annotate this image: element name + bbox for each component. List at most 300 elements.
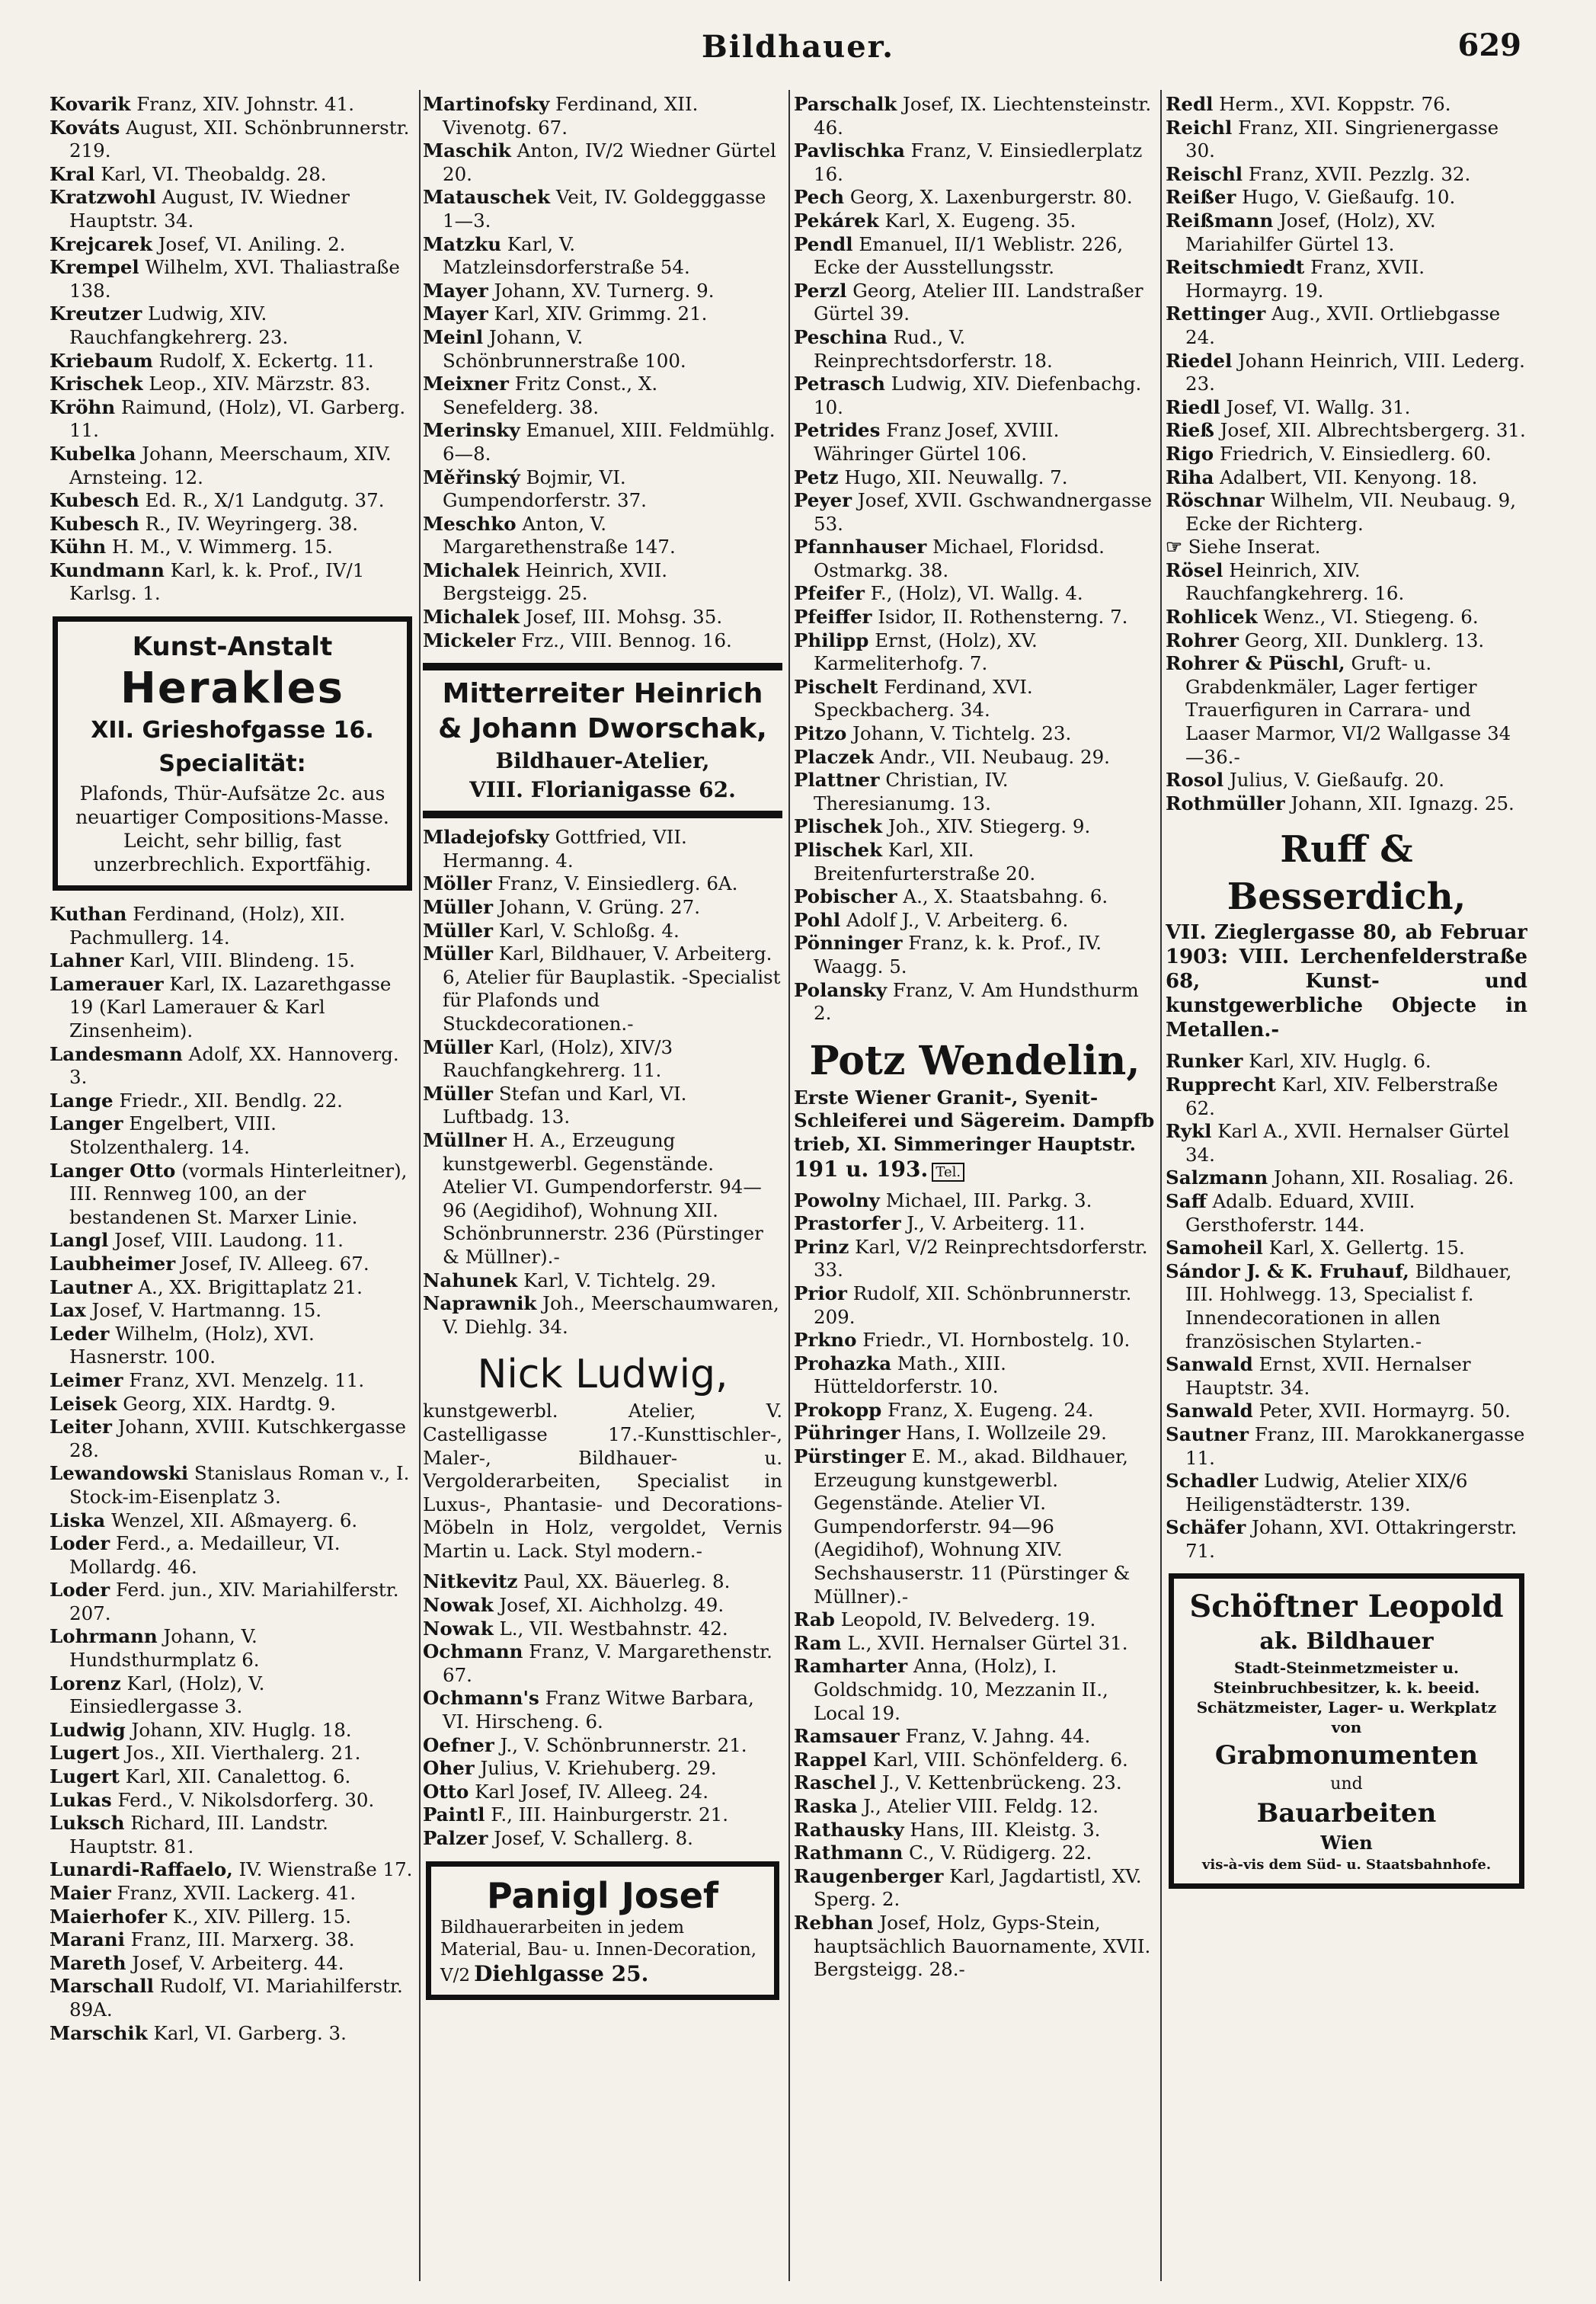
directory-entry	[423, 826, 782, 872]
directory-entry	[423, 1757, 782, 1781]
entry-details: Andr., VII. Neubaug. 29.	[879, 745, 1110, 768]
entry-name: Reichl	[1166, 116, 1233, 139]
entry-name: Langl	[50, 1229, 109, 1252]
directory-entry	[50, 1090, 415, 1113]
entry-name: Sándor J. & K. Fruhauf,	[1166, 1259, 1409, 1282]
directory-entry	[794, 629, 1156, 676]
entry-name: Pürstinger	[794, 1445, 906, 1468]
entry-details: Karl Josef, IV. Alleeg. 24.	[475, 1780, 709, 1803]
directory-entry	[423, 1594, 782, 1618]
entry-list	[1166, 1050, 1527, 1563]
entry-name: Pühringer	[794, 1422, 900, 1445]
entry-name: Müller	[423, 1035, 494, 1058]
entry-details: Franz, III. Marokkanergasse 11.	[1185, 1422, 1525, 1469]
ad-schoeftner	[1169, 1573, 1524, 1889]
entry-name: Prior	[794, 1282, 847, 1304]
entry-name: Rathmann	[794, 1842, 904, 1864]
directory-entry	[423, 1640, 782, 1687]
entry-details: Veit, IV. Goldegggasse 1—3.	[443, 186, 766, 232]
directory-entry	[50, 373, 415, 396]
directory-entry	[50, 256, 415, 302]
directory-entry	[794, 769, 1156, 815]
entry-name: Prastorfer	[794, 1212, 901, 1235]
ad-body: Erste Wiener Granit-, Syenit-Schleiferei und Sägereim. Dampfb trieb, XI. Simmeringer Hauptstr.	[794, 1086, 1155, 1155]
entry-details: Karl, X. Gellertg. 15.	[1268, 1237, 1465, 1259]
entry-name: Prkno	[794, 1329, 857, 1352]
directory-entry	[50, 1532, 415, 1579]
entry-name: Krempel	[50, 256, 139, 279]
directory-entry	[794, 1749, 1156, 1772]
directory-entry	[423, 920, 782, 943]
entry-name: Maierhofer	[50, 1905, 167, 1928]
entry-name: Prokopp	[794, 1398, 882, 1421]
directory-entry	[1166, 792, 1527, 816]
directory-entry	[794, 1771, 1156, 1795]
directory-entry	[50, 559, 415, 606]
entry-name: Landesmann	[50, 1042, 183, 1065]
entry-details: Ferdinand, (Holz), XII. Pachmullerg. 14.	[69, 903, 346, 949]
entry-details: Paul, XX. Bäuerleg. 8.	[523, 1570, 731, 1593]
entry-name: Pfeifer	[794, 582, 865, 605]
directory-entry	[794, 1189, 1156, 1213]
entry-list	[423, 93, 782, 652]
entry-name: Loder	[50, 1579, 110, 1602]
entry-name: Nowak	[423, 1594, 494, 1617]
column-2	[423, 93, 782, 2281]
page-title: Bildhauer.	[701, 29, 895, 65]
entry-details: Johann, V. Schönbrunnerstraße 100.	[443, 325, 686, 372]
entry-list	[1166, 93, 1527, 815]
entry-name: Krejcarek	[50, 232, 152, 255]
directory-entry	[50, 1672, 415, 1719]
directory-entry	[50, 1462, 415, 1509]
entry-name: Mayer	[423, 302, 488, 325]
entry-details: Hans, I. Wollzeile 29.	[906, 1422, 1107, 1445]
entry-name: Pfeiffer	[794, 606, 872, 629]
entry-name: Schadler	[1166, 1470, 1259, 1493]
entry-name: Petrides	[794, 419, 881, 442]
entry-name: Pfannhauser	[794, 536, 927, 558]
entry-name: Redl	[1166, 93, 1214, 115]
directory-entry	[50, 1975, 415, 2021]
entry-details: Georg, XII. Dunklerg. 13.	[1244, 629, 1485, 651]
entry-name: Ramharter	[794, 1655, 908, 1678]
directory-entry	[1166, 1166, 1527, 1190]
entry-name: Matauschek	[423, 186, 551, 209]
entry-details: H. M., V. Wimmerg. 15.	[112, 536, 333, 558]
entry-details: Ferd., a. Medailleur, VI. Mollardg. 46.	[69, 1532, 341, 1578]
entry-details: Ferdinand, XII. Vivenotg. 67.	[443, 93, 699, 139]
directory-entry	[423, 606, 782, 629]
entry-name: Leimer	[50, 1368, 123, 1391]
entry-name: Kubesch	[50, 489, 139, 512]
directory-entry	[423, 629, 782, 653]
entry-name: Lange	[50, 1089, 114, 1112]
directory-entry	[50, 1719, 415, 1742]
entry-details: A., XX. Brigittaplatz 21.	[138, 1275, 363, 1298]
directory-entry	[50, 2022, 415, 2046]
entry-name: Kühn	[50, 536, 107, 558]
entry-name: Kröhn	[50, 395, 116, 418]
entry-name: Leisek	[50, 1392, 117, 1415]
entry-name: Mickeler	[423, 629, 516, 651]
ad-line: und	[1330, 1774, 1363, 1794]
entry-list	[794, 93, 1156, 1026]
directory-entry	[794, 1422, 1156, 1445]
entry-name: Marschall	[50, 1975, 154, 1998]
entry-details: E. M., akad. Bildhauer, Erzeugung kunstgewerbl. Gegenstände. Atelier VI. Gumpendorferstr. 94—96 (Aegidihof), Wohnung XIV. Sechshauserstr. 11 (Pürstinger & Müllner).-	[814, 1445, 1131, 1608]
entry-details: Heinrich, XVII. Bergsteigg. 25.	[443, 558, 668, 605]
entry-details: August, XII. Schönbrunnerstr. 219.	[69, 116, 410, 162]
column-3	[794, 93, 1156, 2281]
entry-name: Kral	[50, 162, 95, 185]
entry-details: Josef, V. Hartmanng. 15.	[91, 1299, 322, 1322]
directory-entry	[423, 1036, 782, 1083]
entry-name: Marani	[50, 1928, 125, 1951]
directory-entry	[794, 326, 1156, 373]
directory-entry	[794, 1608, 1156, 1632]
entry-details: Josef, VIII. Laudong. 11.	[114, 1229, 344, 1252]
entry-details: Johann, V. Grüng. 27.	[498, 896, 700, 919]
directory-entry	[794, 210, 1156, 233]
entry-details: Karl, VIII. Schönfelderg. 6.	[872, 1748, 1128, 1771]
entry-details: Johann, Meerschaum, XIV. Arnsteing. 12.	[69, 442, 392, 488]
entry-details: Herm., XVI. Koppstr. 76.	[1219, 93, 1451, 115]
entry-name: Lohrmann	[50, 1625, 158, 1648]
entry-name: Raschel	[794, 1771, 877, 1794]
directory-entry	[423, 1781, 782, 1804]
directory-entry	[1166, 489, 1527, 536]
entry-details: Karl, Jagdartistl, XV. Sperg. 2.	[814, 1864, 1142, 1911]
directory-entry	[794, 885, 1156, 909]
directory-entry	[794, 1399, 1156, 1422]
directory-entry	[423, 1083, 782, 1129]
entry-name: Maschik	[423, 139, 511, 162]
directory-entry	[794, 909, 1156, 933]
directory-entry	[423, 186, 782, 232]
entry-details: Julius, V. Gießaufg. 20.	[1229, 769, 1445, 792]
directory-entry	[794, 606, 1156, 629]
directory-entry	[50, 1043, 415, 1090]
directory-entry	[423, 1618, 782, 1641]
column-divider	[419, 90, 421, 2281]
directory-entry	[50, 1625, 415, 1672]
entry-details: Karl, XIV. Grimmg. 21.	[494, 302, 708, 325]
entry-name: Meinl	[423, 325, 484, 348]
entry-name: Riha	[1166, 466, 1214, 488]
ad-headline: Mitterreiter Heinrich	[442, 678, 763, 710]
entry-name: Pobischer	[794, 885, 897, 908]
entry-details: Franz, XVII. Lackerg. 41.	[117, 1882, 357, 1904]
ad-address: XII. Grieshofgasse 16.	[91, 717, 374, 744]
ad-headline: Schöftner Leopold	[1189, 1589, 1504, 1625]
ad-line: Wien	[1320, 1832, 1373, 1854]
directory-entry	[1166, 1120, 1527, 1166]
entry-name: Paintl	[423, 1803, 485, 1826]
entry-name: Rebhan	[794, 1911, 874, 1934]
entry-details: Franz, V. Jahng. 44.	[905, 1725, 1091, 1748]
entry-details: J., V. Kettenbrückeng. 23.	[882, 1771, 1122, 1794]
entry-details: Franz, XVII. Pezzlg. 32.	[1248, 162, 1471, 185]
entry-name: Polansky	[794, 978, 888, 1001]
entry-details: Franz, XVI. Menzelg. 11.	[129, 1368, 365, 1391]
entry-name: Raugenberger	[794, 1864, 944, 1887]
entry-details: Ernst, (Holz), XV. Karmeliterhofg. 7.	[814, 629, 1038, 675]
directory-entry	[50, 93, 415, 117]
directory-entry	[794, 233, 1156, 280]
entry-details: Karl, Bildhauer, V. Arbeiterg. 6, Atelier für Bauplastik. -Specialist für Plafonds und Stuckdecorationen.-	[443, 942, 781, 1035]
directory-entry	[1166, 350, 1527, 396]
directory-entry	[794, 676, 1156, 722]
entry-name: Rösel	[1166, 558, 1223, 581]
entry-name: Petrasch	[794, 373, 885, 395]
entry-details: Josef, XVII. Gschwandnergasse 53.	[814, 489, 1152, 535]
directory-entry	[1166, 1423, 1527, 1470]
entry-details: Julius, V. Kriehuberg. 29.	[480, 1757, 717, 1780]
directory-entry	[50, 1160, 415, 1230]
entry-details: F., III. Hainburgerstr. 21.	[491, 1803, 728, 1826]
entry-name: Riedl	[1166, 395, 1220, 418]
entry-details: Johann, XII. Rosaliag. 26.	[1274, 1166, 1514, 1189]
entry-name: Pitzo	[794, 722, 847, 745]
entry-name: Luksch	[50, 1812, 125, 1835]
entry-name: Otto	[423, 1780, 469, 1803]
directory-entry	[423, 302, 782, 326]
entry-name: Ramsauer	[794, 1725, 900, 1748]
entry-details: Karl, IX. Lazarethgasse 19 (Karl Lamerauer & Karl Zinsenheim).	[69, 972, 392, 1042]
entry-details: K., XIV. Pillerg. 15.	[172, 1905, 351, 1928]
ad-ruff	[1166, 826, 1527, 1042]
directory-entry	[794, 839, 1156, 885]
directory-entry	[50, 1253, 415, 1276]
entry-name: Reißmann	[1166, 209, 1274, 232]
ad-rule	[423, 663, 782, 670]
entry-name: Maier	[50, 1882, 111, 1904]
entry-details: Josef, III. Mohsg. 35.	[525, 606, 723, 629]
directory-entry	[794, 1352, 1156, 1399]
entry-details: Karl, X. Eugeng. 35.	[884, 209, 1076, 232]
entry-name: Langer	[50, 1112, 123, 1135]
entry-name: Lugert	[50, 1765, 120, 1788]
directory-entry	[794, 1212, 1156, 1236]
entry-name: Rothmüller	[1166, 792, 1285, 814]
directory-entry	[423, 1687, 782, 1733]
entry-details: Anton, V. Margarethenstraße 147.	[443, 512, 676, 558]
entry-details: Wilhelm, (Holz), XVI. Hasnerstr. 100.	[69, 1322, 315, 1368]
entry-details: Franz, V. Margarethenstr. 67.	[443, 1640, 772, 1686]
entry-details: Hans, III. Kleistg. 3.	[910, 1818, 1101, 1841]
entry-details: Wenzel, XII. Aßmayerg. 6.	[110, 1509, 358, 1531]
entry-name: Müller	[423, 1082, 494, 1105]
entry-name: Pönninger	[794, 932, 903, 955]
entry-details: Karl, V. Schloßg. 4.	[498, 919, 680, 942]
entry-name: Ochmann	[423, 1640, 523, 1663]
directory-entry	[423, 559, 782, 606]
entry-details: Karl, XIV. Felberstraße 62.	[1185, 1074, 1498, 1119]
directory-entry	[1166, 1470, 1527, 1516]
entry-name: Philipp	[794, 629, 869, 651]
column-divider	[788, 90, 790, 2281]
entry-name: Mladejofsky	[423, 826, 549, 849]
directory-entry	[1166, 302, 1527, 349]
entry-name: Pekárek	[794, 209, 879, 232]
directory-entry	[794, 1842, 1156, 1865]
directory-entry	[423, 1734, 782, 1758]
entry-details: R., IV. Weyringerg. 38.	[145, 512, 359, 535]
entry-details: Ferd. jun., XIV. Mariahilferstr. 207.	[69, 1579, 399, 1624]
entry-name: Marschik	[50, 2021, 148, 2044]
entry-name: Palzer	[423, 1827, 488, 1849]
entry-details: Franz, XVII. Hormayrg. 19.	[1185, 256, 1425, 302]
directory-entry	[50, 1928, 415, 1952]
entry-list	[794, 1189, 1156, 1982]
entry-details: J., V. Schönbrunnerstr. 21.	[500, 1733, 747, 1756]
directory-entry	[794, 1865, 1156, 1912]
entry-name: Martinofsky	[423, 93, 550, 115]
entry-name: Kratzwohl	[50, 186, 156, 209]
entry-details: Karl, VIII. Blindeng. 15.	[130, 949, 356, 972]
directory-entry	[794, 815, 1156, 839]
entry-name: Raska	[794, 1794, 858, 1817]
directory-entry	[50, 1229, 415, 1253]
entry-details: Emanuel, II/1 Weblistr. 226, Ecke der Ausstellungsstr.	[814, 232, 1124, 279]
directory-entry	[1166, 396, 1527, 420]
entry-details: Siehe Inserat.	[1188, 536, 1321, 558]
directory-entry	[1166, 466, 1527, 490]
entry-details: Johann Heinrich, VIII. Lederg. 23.	[1185, 349, 1525, 395]
entry-details: Karl, (Holz), XIV/3 Rauchfangkehrerg. 11.	[443, 1035, 673, 1082]
directory-entry	[50, 1299, 415, 1323]
entry-details: Ludwig, Atelier XIX/6 Heiligenstädterstr. 139.	[1185, 1470, 1468, 1515]
entry-details: Adolf J., V. Arbeiterg. 6.	[846, 908, 1069, 931]
entry-name: Rettinger	[1166, 302, 1266, 325]
entry-name: Leiter	[50, 1416, 112, 1438]
entry-name: Lorenz	[50, 1672, 121, 1694]
entry-details: C., V. Rüdigerg. 22.	[909, 1842, 1092, 1864]
directory-entry	[794, 932, 1156, 978]
entry-name: Rohlicek	[1166, 606, 1258, 629]
ad-line: Kunst-Anstalt	[132, 632, 333, 663]
entry-details: Josef, Holz, Gyps-Stein, hauptsächlich Bauornamente, XVII. Bergsteigg. 28.-	[814, 1911, 1151, 1981]
entry-name: Perzl	[794, 279, 847, 302]
ad-body: Bildhauerarbeiten in jedem Material, Bau- u. Innen-Decoration, V/2	[440, 1917, 757, 1986]
directory-entry	[423, 942, 782, 1035]
directory-entry	[50, 1579, 415, 1625]
entry-details: Johann, XV. Turnerg. 9.	[494, 279, 715, 302]
directory-entry	[423, 1570, 782, 1594]
entry-details: Anton, IV/2 Wiedner Gürtel 20.	[443, 139, 776, 185]
directory-entry	[1166, 1260, 1527, 1353]
entry-name: Lahner	[50, 949, 124, 972]
ad-line: Grabmonumenten	[1214, 1740, 1479, 1771]
directory-entry	[50, 396, 415, 443]
directory-entry	[1166, 536, 1527, 559]
entry-name: Müller	[423, 942, 494, 965]
entry-name: Oefner	[423, 1733, 494, 1756]
directory-entry	[423, 419, 782, 466]
entry-name: Kováts	[50, 116, 120, 139]
entry-name: Pendl	[794, 232, 853, 255]
entry-details: Richard, III. Landstr. Hauptstr. 81.	[69, 1812, 328, 1858]
entry-details: Franz, XIV. Johnstr. 41.	[136, 93, 354, 115]
entry-list	[50, 903, 415, 2045]
entry-details: Karl, VI. Theobaldg. 28.	[101, 162, 327, 185]
entry-details: IV. Wienstraße 17.	[238, 1858, 413, 1881]
ad-body: Stadt-Steinmetzmeister u. Steinbruchbesitzer, k. k. beeid. Schätzmeister, Lager- u. Werkplatz von	[1196, 1659, 1497, 1737]
entry-name: Pech	[794, 186, 845, 209]
entry-name: Rieß	[1166, 419, 1214, 442]
directory-entry	[1166, 163, 1527, 187]
entry-name: Lunardi-Raffaelo,	[50, 1858, 233, 1881]
entry-details: Rudolf, X. Eckertg. 11.	[158, 349, 374, 372]
entry-details: Adalb. Eduard, XVIII. Gersthoferstr. 144.	[1185, 1189, 1415, 1236]
entry-name: Saff	[1166, 1189, 1207, 1212]
entry-details: Ernst, XVII. Hernalser Hauptstr. 34.	[1185, 1353, 1471, 1399]
directory-entry	[794, 979, 1156, 1026]
entry-name: Lamerauer	[50, 972, 164, 995]
entry-details: Franz, X. Eugeng. 24.	[888, 1398, 1094, 1421]
entry-name: Pohl	[794, 908, 841, 931]
column-divider	[1160, 90, 1162, 2281]
ad-rule	[423, 811, 782, 818]
directory-entry	[1166, 419, 1527, 443]
entry-details: Rudolf, VI. Mariahilferstr. 89A.	[69, 1975, 403, 2021]
entry-name: Nahunek	[423, 1269, 518, 1291]
entry-name: Rathausky	[794, 1818, 904, 1841]
entry-name: Müller	[423, 896, 494, 919]
entry-details: Adalbert, VII. Kenyong. 18.	[1220, 466, 1478, 488]
entry-name: Rappel	[794, 1748, 867, 1771]
column-4	[1166, 93, 1527, 2281]
directory-entry	[423, 1803, 782, 1827]
entry-details: Friedr., XII. Bendlg. 22.	[119, 1089, 343, 1112]
entry-details: J., Atelier VIII. Feldg. 12.	[863, 1794, 1099, 1817]
entry-details: Franz, k. k. Prof., IV. Waagg. 5.	[814, 932, 1102, 978]
column-1	[50, 93, 415, 2281]
directory-entry	[794, 1912, 1156, 1982]
directory-entry	[794, 466, 1156, 490]
entry-name: Krischek	[50, 373, 143, 395]
directory-entry	[50, 186, 415, 232]
directory-entry	[794, 722, 1156, 746]
ad-tel-badge: Tel.	[932, 1163, 964, 1182]
entry-name: Prohazka	[794, 1352, 892, 1374]
ad-address: 191 u. 193.	[794, 1156, 929, 1182]
entry-details: Franz, V. Einsiedlerg. 6A.	[497, 872, 738, 895]
entry-details: Gruft- u. Grabdenkmäler, Lager fertiger Trauerfiguren in Carrara- und Laaser Marmor, VI/2 Wallgasse 34—36.-	[1185, 652, 1511, 768]
entry-details: Ludwig, XIV. Rauchfangkehrerg. 23.	[69, 302, 289, 348]
directory-entry	[423, 513, 782, 559]
entry-name: Rykl	[1166, 1120, 1212, 1143]
directory-entry	[50, 117, 415, 163]
entry-details: Jos., XII. Vierthalerg. 21.	[125, 1742, 361, 1765]
directory-entry	[794, 746, 1156, 770]
directory-entry	[1166, 629, 1527, 653]
directory-entry	[50, 1369, 415, 1393]
directory-entry	[1166, 606, 1527, 629]
ad-headline: Ruff & Besserdich,	[1227, 828, 1466, 919]
entry-name: Loder	[50, 1532, 110, 1555]
entry-list	[423, 826, 782, 1339]
directory-entry	[50, 903, 415, 949]
entry-details: August, IV. Wiedner Hauptstr. 34.	[69, 186, 350, 232]
entry-details: Michael, Floridsd. Ostmarkg. 38.	[814, 536, 1105, 581]
entry-details: Franz Witwe Barbara, VI. Hirscheng. 6.	[443, 1687, 754, 1733]
ad-herakles	[53, 616, 412, 891]
entry-details: Isidor, II. Rothensterng. 7.	[878, 606, 1128, 629]
directory-entry	[50, 1112, 415, 1159]
entry-name: Merinsky	[423, 419, 520, 442]
